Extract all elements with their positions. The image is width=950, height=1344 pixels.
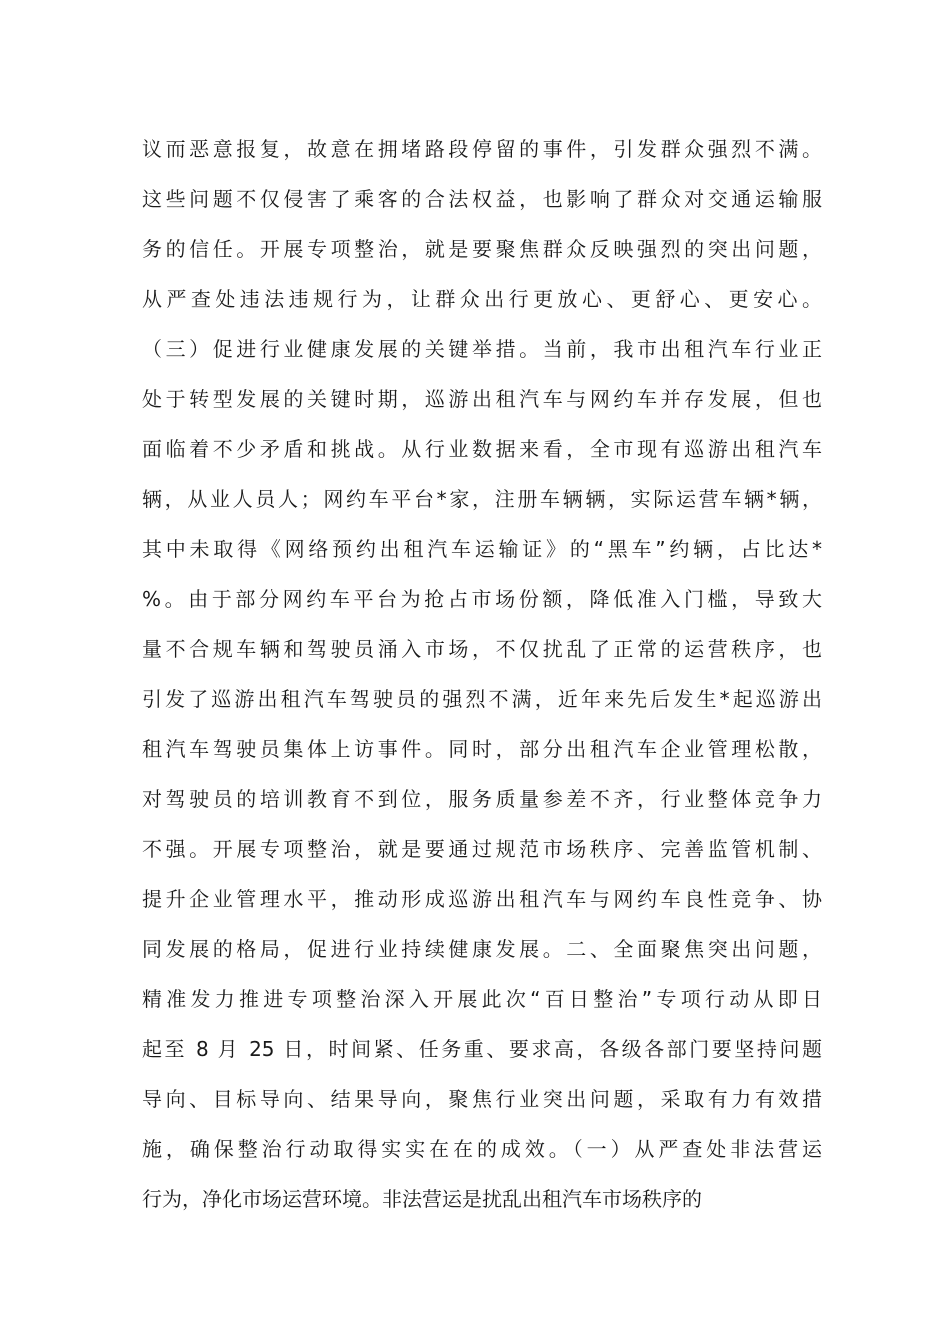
text-line: 其中未取得《网络预约出租汽车运输证》的“黑车”约辆，占比达* (142, 537, 822, 561)
text-line: 精准发力推进专项整治深入开展此次“百日整治”专项行动从即日 (142, 987, 822, 1011)
text-line: 起至 8 月 25 日，时间紧、任务重、要求高，各级各部门要坚持问题 (142, 1037, 822, 1061)
text-line: 从严查处违法违规行为，让群众出行更放心、更舒心、更安心。 (142, 287, 822, 311)
body-text (142, 124, 822, 1224)
text-line: 租汽车驾驶员集体上访事件。同时，部分出租汽车企业管理松散， (142, 737, 822, 761)
text-line: 这些问题不仅侵害了乘客的合法权益，也影响了群众对交通运输服 (142, 187, 822, 211)
text-line: 行为，净化市场运营环境。非法营运是扰乱出租汽车市场秩序的 (142, 1187, 702, 1211)
text-line: 面临着不少矛盾和挑战。从行业数据来看，全市现有巡游出租汽车 (142, 437, 822, 461)
text-line: 量不合规车辆和驾驶员涌入市场，不仅扰乱了正常的运营秩序，也 (142, 637, 822, 661)
text-line: 提升企业管理水平，推动形成巡游出租汽车与网约车良性竞争、协 (142, 887, 822, 911)
text-line: 不强。开展专项整治，就是要通过规范市场秩序、完善监管机制、 (142, 837, 822, 861)
text-line: 议而恶意报复，故意在拥堵路段停留的事件，引发群众强烈不满。 (142, 137, 822, 161)
text-line: 引发了巡游出租汽车驾驶员的强烈不满，近年来先后发生*起巡游出 (142, 687, 822, 711)
text-line: 辆，从业人员人；网约车平台*家，注册车辆辆，实际运营车辆*辆， (142, 487, 822, 511)
text-line: 处于转型发展的关键时期，巡游出租汽车与网约车并存发展，但也 (142, 387, 822, 411)
text-line: 务的信任。开展专项整治，就是要聚焦群众反映强烈的突出问题， (142, 237, 822, 261)
text-line: %。由于部分网约车平台为抢占市场份额，降低准入门槛，导致大 (142, 587, 822, 611)
text-line: 对驾驶员的培训教育不到位，服务质量参差不齐，行业整体竞争力 (142, 787, 822, 811)
text-line: （三）促进行业健康发展的关键举措。当前，我市出租汽车行业正 (142, 337, 822, 361)
text-line: 同发展的格局，促进行业持续健康发展。二、全面聚焦突出问题， (142, 937, 822, 961)
text-line: 导向、目标导向、结果导向，聚焦行业突出问题，采取有力有效措 (142, 1087, 822, 1111)
text-line: 施，确保整治行动取得实实在在的成效。（一）从严查处非法营运 (142, 1137, 822, 1161)
